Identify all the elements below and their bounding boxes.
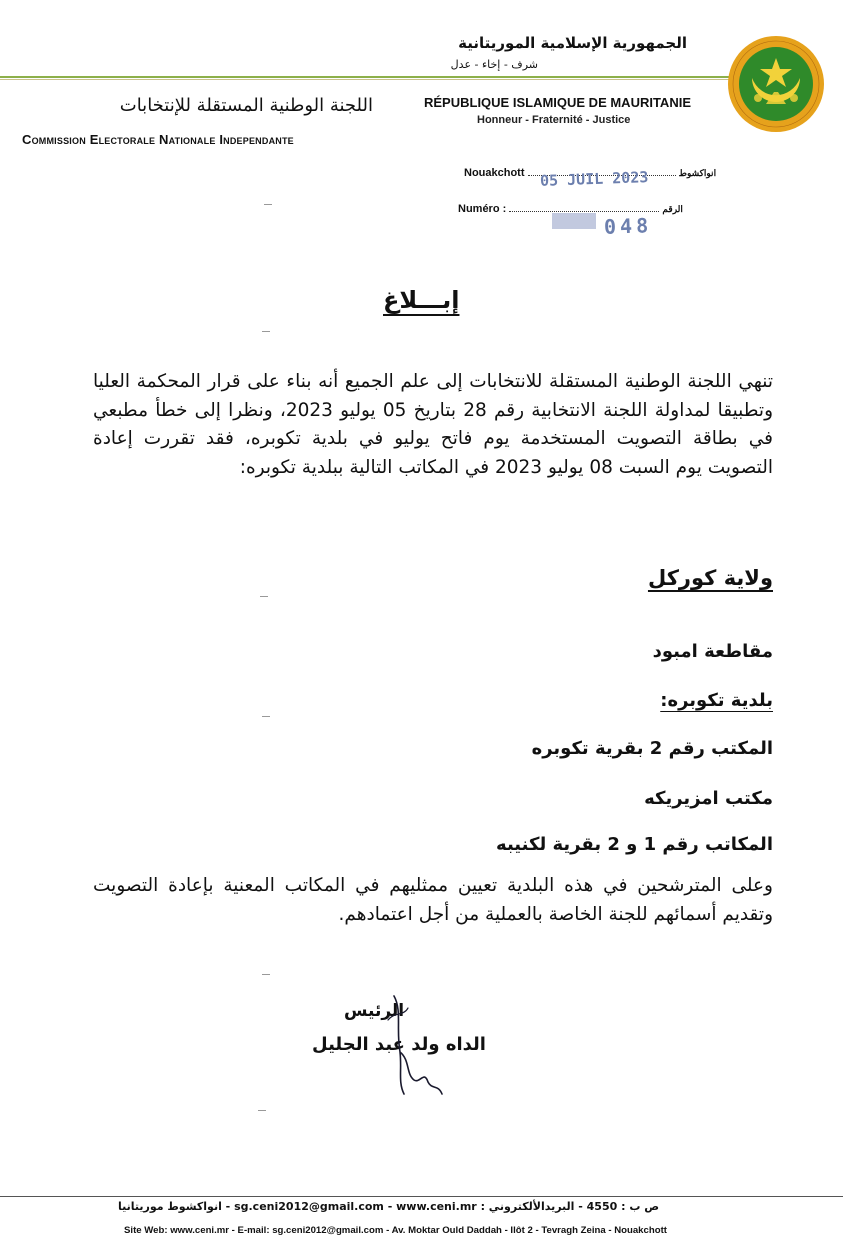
bureau-item: مكتب امزيريكه (644, 788, 773, 809)
footer-contact-fr: Site Web: www.ceni.mr - E-mail: sg.ceni2012@gmail.com - Av. Moktar Ould Daddah - Ilôt 2 - Tevragh Zeina - Nouakchott (124, 1225, 667, 1236)
notice-paragraph-1: تنهي اللجنة الوطنية المستقلة للانتخابات إلى علم الجميع أنه بناء على قرار المحكمة العليا وتطبيقا لمداولة اللجنة الانتخابية رقم 28 بتاريخ 05 يوليو 2023، ونظرا إلى خطأ مطبعي في بطاقة التصويت المستخدمة يوم فاتح يوليو في بلدية تكوبره، فقد تقررت إعادة التصويت يوم السبت 08 يوليو 2023 في المكاتب التالية ببلدية تكوبره: (93, 371, 773, 478)
number-dotted-field (509, 211, 659, 212)
document-title: إبـــلاغ (383, 286, 460, 314)
number-stamp-blot (552, 213, 596, 229)
number-label-ar: الرقم (662, 204, 683, 214)
date-stamp: 05 JUIL 2023 (539, 168, 649, 190)
notice-paragraph-2: وعلى المترشحين في هذه البلدية تعيين ممثليهم في المكاتب المعنية بإعادة التصويت وتقديم أسمائهم للجنة الخاصة بالعملية من أجل اعتمادهم. (93, 875, 773, 925)
city-label: Nouakchott (464, 167, 525, 179)
scan-speck (262, 331, 270, 332)
signatory-name: الداه ولد عبد الجليل (312, 1034, 486, 1055)
scan-speck (258, 1110, 266, 1111)
footer-contact-ar: ص ب : 4550 - البريدالألكتروني : sg.ceni2012@gmail.com - www.ceni.mr - انواكشوط موريتانيا (118, 1200, 660, 1213)
bureau-item: المكتب رقم 2 بقرية تكوبره (531, 738, 773, 759)
institution-name-fr (22, 132, 294, 147)
scan-speck (264, 204, 272, 205)
bureau-item: المكاتب رقم 1 و 2 بقرية لكنيبه (496, 834, 773, 855)
national-seal-icon (726, 34, 826, 134)
seal-grain-icon (790, 94, 798, 102)
institution-name-ar: اللجنة الوطنية المستقلة للإنتخابات (119, 95, 373, 116)
moughataa-heading: مقاطعة امبود (652, 641, 773, 662)
signatory-role: الرئيس (344, 1001, 405, 1021)
number-stamp: 048 (603, 213, 653, 239)
number-label: Numéro : (458, 203, 507, 215)
header-republic-fr: RÉPUBLIQUE ISLAMIQUE DE MAURITANIE (424, 95, 691, 110)
institution-name-fr-text: Commission Electorale Nationale Independante (22, 132, 294, 147)
city-label-ar: انواكشوط (678, 168, 717, 178)
seal-wheat-icon (754, 94, 762, 102)
scan-speck (260, 596, 268, 597)
footer-divider (0, 1196, 843, 1197)
scan-speck (262, 716, 270, 717)
header-motto-fr: Honneur - Fraternité - Justice (477, 114, 631, 126)
commune-heading: بلدية تكوبره: (660, 690, 773, 711)
header-divider (0, 76, 730, 78)
header-motto-ar: شرف - إخاء - عدل (450, 58, 538, 71)
header-divider-secondary (0, 79, 730, 80)
handwritten-signature-icon (380, 990, 450, 1100)
header-republic-ar: الجمهورية الإسلامية الموريتانية (458, 34, 687, 52)
scan-speck (262, 974, 270, 975)
wilaya-heading: ولاية كوركل (647, 566, 773, 590)
